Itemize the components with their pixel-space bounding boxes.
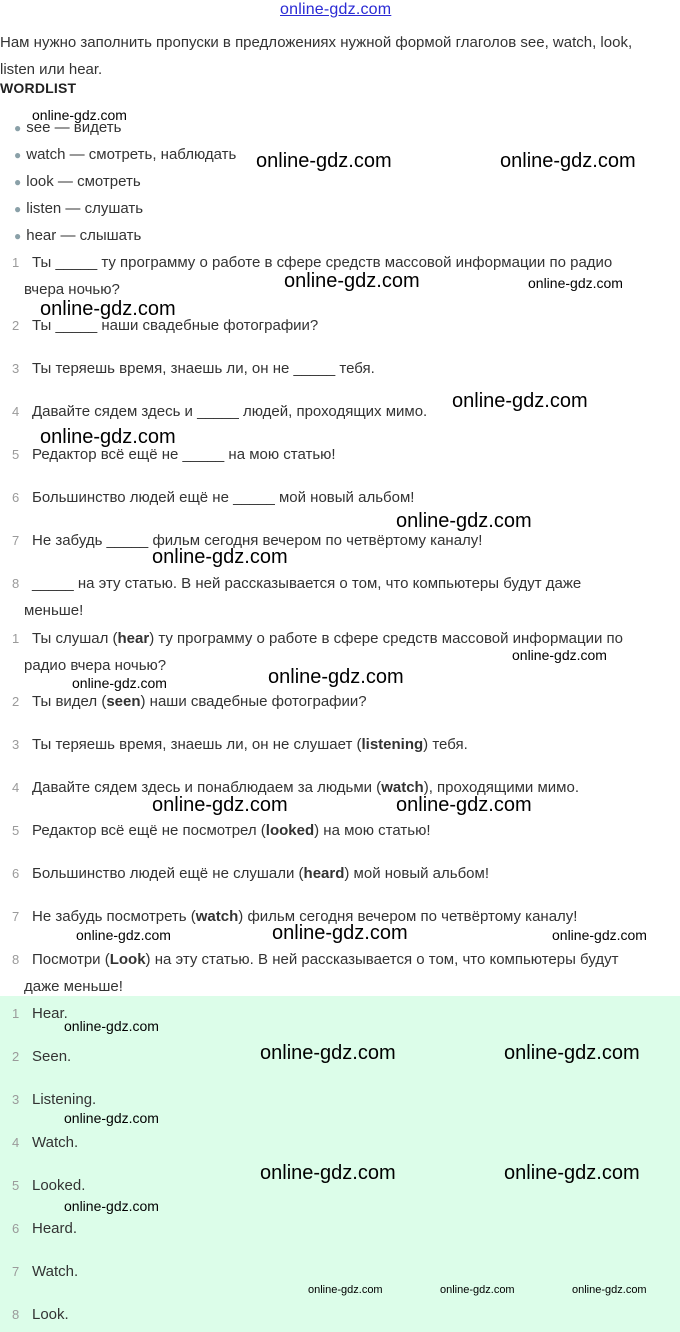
watermark: online-gdz.com: [32, 107, 127, 123]
item-number: 1: [12, 631, 20, 646]
item-number: 8: [12, 952, 20, 967]
item-number: 5: [12, 1178, 20, 1193]
watermark: online-gdz.com: [152, 794, 288, 816]
watermark: online-gdz.com: [440, 1284, 515, 1296]
wordlist-item: ● look — смотреть: [14, 173, 141, 190]
item-number: 6: [12, 490, 20, 505]
item-number: 2: [12, 318, 20, 333]
item-number: 6: [12, 866, 20, 881]
watermark: online-gdz.com: [40, 426, 176, 448]
intro-text: Нам нужно заполнить пропуски в предложениях нужной формой глаголов see, watch, look, listen или hear.: [0, 34, 633, 78]
answer-text: Listening.: [32, 1091, 97, 1108]
watermark: online-gdz.com: [572, 1284, 647, 1296]
exercise-sentence: Ты _____ наши свадебные фотографии?: [32, 317, 319, 334]
bullet-icon: ●: [14, 229, 22, 243]
translation-sentence: Давайте сядем здесь и понаблюдаем за людьми (watch), проходящими мимо.: [32, 779, 579, 796]
watermark: online-gdz.com: [268, 666, 404, 688]
answer-word: Look: [109, 951, 146, 968]
item-number: 4: [12, 1135, 20, 1150]
item-number: 8: [12, 1307, 20, 1322]
translation-sentence: Не забудь посмотреть (watch) фильм сегодня вечером по четвёртому каналу!: [32, 908, 578, 925]
item-number: 5: [12, 447, 20, 462]
answer-word: looked: [265, 822, 315, 839]
watermark: online-gdz.com: [64, 1018, 159, 1034]
item-number: 4: [12, 404, 20, 419]
wordlist-item: ● listen — слушать: [14, 200, 144, 217]
item-number: 3: [12, 361, 20, 376]
item-number: 3: [12, 737, 20, 752]
watermark: online-gdz.com: [64, 1110, 159, 1126]
exercise-sentence: Ты теряешь время, знаешь ли, он не _____ тебя.: [32, 360, 375, 377]
answer-text: Look.: [32, 1306, 69, 1323]
answer-text: Watch.: [32, 1134, 79, 1151]
answer-text: Seen.: [32, 1048, 72, 1065]
item-number: 1: [12, 1006, 20, 1021]
translation-sentence-cont: даже меньше!: [24, 978, 123, 995]
translation-sentence: Ты теряешь время, знаешь ли, он не слушает (listening) тебя.: [32, 736, 468, 753]
answer-word: watch: [195, 908, 239, 925]
bullet-icon: ●: [14, 121, 22, 135]
wordlist-item: ● see — видеть: [14, 119, 122, 136]
exercise-sentence-cont: меньше!: [24, 602, 84, 619]
translation-sentence: Ты видел (seen) наши свадебные фотографии?: [32, 693, 367, 710]
answer-text: Heard.: [32, 1220, 78, 1237]
translation-sentence: Большинство людей ещё не слушали (heard) мой новый альбом!: [32, 865, 489, 882]
bullet-icon: ●: [14, 148, 22, 162]
watermark: online-gdz.com: [284, 270, 420, 292]
bullet-icon: ●: [14, 175, 22, 189]
exercise-sentence-cont: вчера ночью?: [24, 281, 120, 298]
exercise-sentence: Редактор всё ещё не _____ на мою статью!: [32, 446, 336, 463]
translation-sentence: Посмотри (Look) на эту статью. В ней рассказывается о том, что компьютеры будут: [32, 951, 619, 968]
item-number: 7: [12, 1264, 20, 1279]
item-number: 2: [12, 1049, 20, 1064]
item-number: 7: [12, 909, 20, 924]
watermark: online-gdz.com: [452, 390, 588, 412]
item-number: 8: [12, 576, 20, 591]
exercise-sentence: Ты _____ ту программу о работе в сфере средств массовой информации по радио: [32, 254, 613, 271]
translation-sentence-cont: радио вчера ночью?: [24, 657, 167, 674]
answer-text: Hear.: [32, 1005, 68, 1022]
answer-word: listening: [361, 736, 424, 753]
answer-text: Looked.: [32, 1177, 86, 1194]
exercise-sentence: Большинство людей ещё не _____ мой новый альбом!: [32, 489, 415, 506]
wordlist-item: ● hear — слышать: [14, 227, 142, 244]
exercise-sentence: Давайте сядем здесь и _____ людей, проходящих мимо.: [32, 403, 428, 420]
item-number: 2: [12, 694, 20, 709]
answer-word: hear: [117, 630, 150, 647]
item-number: 1: [12, 255, 20, 270]
watermark: online-gdz.com: [64, 1198, 159, 1214]
watermark: online-gdz.com: [308, 1284, 383, 1296]
watermark: online-gdz.com: [76, 927, 171, 943]
translation-sentence: Редактор всё ещё не посмотрел (looked) на мою статью!: [32, 822, 431, 839]
answer-word: heard: [303, 865, 345, 882]
watermark: online-gdz.com: [500, 150, 636, 172]
watermark: online-gdz.com: [396, 794, 532, 816]
answer-text: Watch.: [32, 1263, 79, 1280]
exercise-sentence: Не забудь _____ фильм сегодня вечером по четвёртому каналу!: [32, 532, 483, 549]
item-number: 6: [12, 1221, 20, 1236]
answer-word: watch: [381, 779, 424, 796]
watermark: online-gdz.com: [152, 546, 288, 568]
watermark: online-gdz.com: [396, 510, 532, 532]
watermark: online-gdz.com: [504, 1162, 640, 1184]
watermark: online-gdz.com: [512, 647, 607, 663]
translation-sentence: Ты слушал (hear) ту программу о работе в сфере средств массовой информации по: [32, 630, 623, 647]
answer-word: seen: [106, 693, 141, 710]
watermark: online-gdz.com: [72, 675, 167, 691]
bullet-icon: ●: [14, 202, 22, 216]
watermark: online-gdz.com: [552, 927, 647, 943]
item-number: 7: [12, 533, 20, 548]
exercise-sentence: _____ на эту статью. В ней рассказывается о том, что компьютеры будут даже: [32, 575, 582, 592]
item-number: 3: [12, 1092, 20, 1107]
watermark: online-gdz.com: [504, 1042, 640, 1064]
watermark: online-gdz.com: [260, 1042, 396, 1064]
watermark: online-gdz.com: [528, 275, 623, 291]
watermark: online-gdz.com: [272, 922, 408, 944]
site-brand-link[interactable]: online-gdz.com: [280, 1, 392, 18]
watermark: online-gdz.com: [40, 298, 176, 320]
watermark: online-gdz.com: [256, 150, 392, 172]
item-number: 5: [12, 823, 20, 838]
wordlist-item: ● watch — смотреть, наблюдать: [14, 146, 237, 163]
item-number: 4: [12, 780, 20, 795]
watermark: online-gdz.com: [260, 1162, 396, 1184]
wordlist-title: WORDLIST: [0, 80, 77, 96]
